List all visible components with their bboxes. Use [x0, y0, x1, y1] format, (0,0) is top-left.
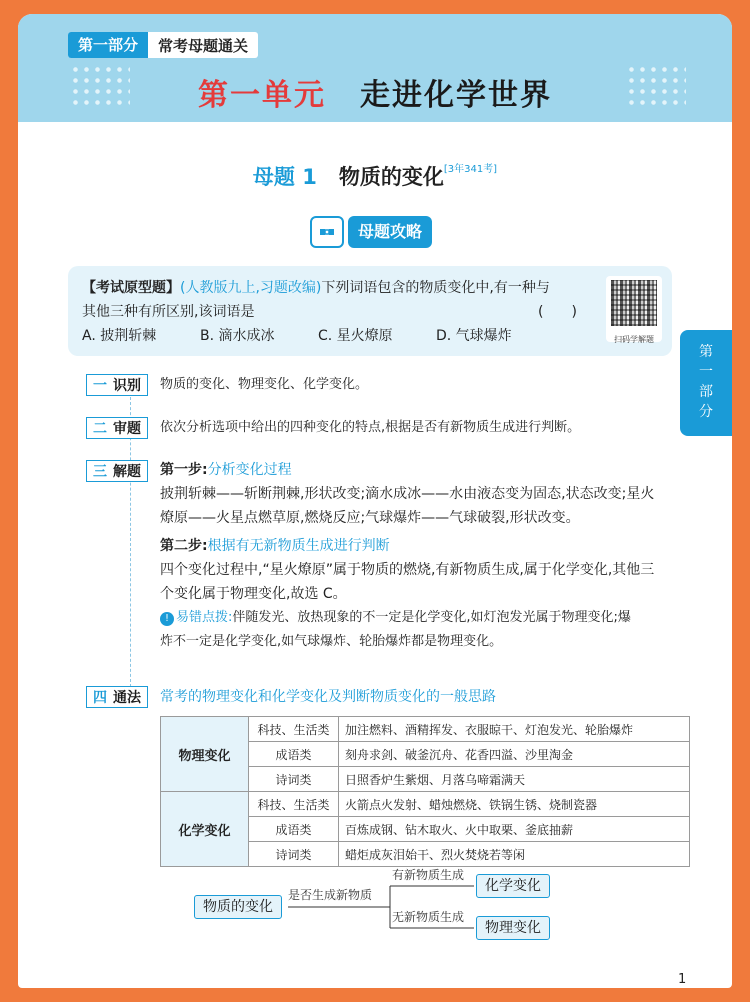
satellite-icon: [310, 216, 344, 248]
unit-title: [18, 70, 732, 114]
sub-type: 科技、生活类: [249, 717, 339, 742]
part-title: 常考母题通关: [158, 36, 249, 55]
examples: 蜡炬成灰泪始干、烈火焚烧若等闲: [339, 842, 690, 867]
sub-type: 成语类: [249, 742, 339, 767]
sub-type: 诗词类: [249, 842, 339, 867]
change-examples-table: [160, 716, 690, 867]
table-row: [161, 792, 690, 817]
examples: 加注燃料、酒精挥发、衣服晾干、灯泡发光、轮胎爆炸: [339, 717, 690, 742]
side-tab[interactable]: [680, 330, 732, 436]
step1-line-2: 燎原——火星点燃草原,燃烧反应;气球爆炸——气球破裂,形状改变。: [160, 510, 580, 526]
flow-connectors: [18, 864, 732, 964]
step-identify-text: 物质的变化、物理变化、化学变化。: [160, 377, 369, 392]
alert-icon: !: [160, 612, 174, 626]
options: [82, 324, 658, 348]
page: [18, 14, 732, 988]
step2-line-2: 个变化属于物理变化,故选 C。: [160, 586, 347, 602]
exam-frequency: [3年341考]: [443, 164, 498, 175]
unit-label: 第一单元: [198, 78, 326, 113]
tip-label: 易错点拨:: [176, 610, 233, 625]
step2-title: 根据有无新物质生成进行判断: [207, 538, 390, 554]
method-title: 常考的物理变化和化学变化及判断物质变化的一般思路: [160, 689, 496, 705]
flow-branch-no: 无新物质生成: [392, 910, 465, 924]
page-number: 1: [678, 972, 687, 987]
solve-body: [160, 458, 690, 654]
step-number: 二: [93, 421, 107, 437]
step-number: 四: [93, 690, 107, 706]
step-name: 解题: [113, 464, 141, 480]
qr-caption: 扫码学解题: [614, 335, 654, 344]
strategy-banner: [310, 216, 432, 248]
tip-line-1: 伴随发光、放热现象的不一定是化学变化,如灯泡发光属于物理变化;爆: [232, 610, 631, 625]
strategy-label: 母题攻略: [348, 216, 432, 248]
option-d: D. 气球爆炸: [436, 328, 512, 344]
flow-root: 物质的变化: [194, 895, 282, 919]
examples: 火箭点火发射、蜡烛燃烧、铁锅生锈、烧制瓷器: [339, 792, 690, 817]
problem-name: 物质的变化: [338, 165, 444, 189]
sub-type: 科技、生活类: [249, 792, 339, 817]
step-review: [86, 417, 148, 439]
examples: 百炼成钢、钻木取火、火中取栗、釜底抽薪: [339, 817, 690, 842]
side-tab-char: 部: [699, 384, 713, 400]
flow-result-physical: 物理变化: [476, 916, 550, 940]
sub-type: 成语类: [249, 817, 339, 842]
flow-question: 是否生成新物质: [288, 888, 373, 902]
step-name: 通法: [113, 690, 141, 706]
step2-label: 第二步:: [160, 538, 208, 554]
step-name: 审题: [113, 421, 141, 437]
step-number: 三: [93, 464, 107, 480]
step-review-text: 依次分析选项中给出的四种变化的特点,根据是否有新物质生成进行判断。: [160, 420, 581, 435]
question-text-2: 其他三种有所区别,该词语是: [82, 304, 255, 320]
step-name: 识别: [113, 378, 141, 394]
part-label: 第一部分: [68, 32, 148, 58]
step1-label: 第一步:: [160, 462, 208, 478]
unit-name: 走进化学世界: [360, 78, 552, 113]
table-row: [161, 717, 690, 742]
unit-header: [18, 14, 732, 122]
examples: 日照香炉生紫烟、月落乌啼霜满天: [339, 767, 690, 792]
side-tab-char: 第: [699, 344, 713, 360]
question-text-1: 下列词语包含的物质变化中,有一种与: [321, 280, 550, 296]
step1-title: 分析变化过程: [207, 462, 292, 478]
problem-number: 母题 1: [252, 165, 317, 189]
question-box: [68, 266, 672, 356]
examples: 刻舟求剑、破釜沉舟、花香四溢、沙里淘金: [339, 742, 690, 767]
step-solve: [86, 460, 148, 482]
tip-line-2: 炸不一定是化学变化,如气球爆炸、轮胎爆炸都是物理变化。: [160, 634, 503, 649]
step-identify: [86, 374, 148, 396]
qr-code-image: [611, 280, 657, 326]
step-method: [86, 686, 148, 708]
side-tab-char: 分: [699, 404, 713, 420]
option-a: A. 披荆斩棘: [82, 328, 157, 344]
question-tag: 【考试原型题】: [82, 280, 180, 296]
side-tab-char: 一: [699, 364, 713, 380]
question-source: (人教版九上,习题改编): [180, 280, 322, 296]
category-chemical: 化学变化: [161, 792, 249, 867]
sub-type: 诗词类: [249, 767, 339, 792]
problem-title: [18, 160, 732, 191]
category-physical: 物理变化: [161, 717, 249, 792]
step1-line-1: 披荆斩棘——斩断荆棘,形状改变;滴水成冰——水由液态变为固态,状态改变;星火: [160, 486, 655, 502]
flow-result-chemical: 化学变化: [476, 874, 550, 898]
answer-paren: ( ): [538, 304, 577, 320]
part-tag: [68, 32, 258, 58]
option-c: C. 星火燎原: [318, 328, 393, 344]
option-b: B. 滴水成冰: [200, 328, 275, 344]
step-number: 一: [93, 378, 107, 394]
qr-code[interactable]: [606, 276, 662, 342]
step2-line-1: 四个变化过程中,“星火燎原”属于物质的燃烧,有新物质生成,属于化学变化,其他三: [160, 562, 655, 578]
flow-branch-yes: 有新物质生成: [392, 868, 465, 882]
steps-connector: [130, 397, 131, 687]
